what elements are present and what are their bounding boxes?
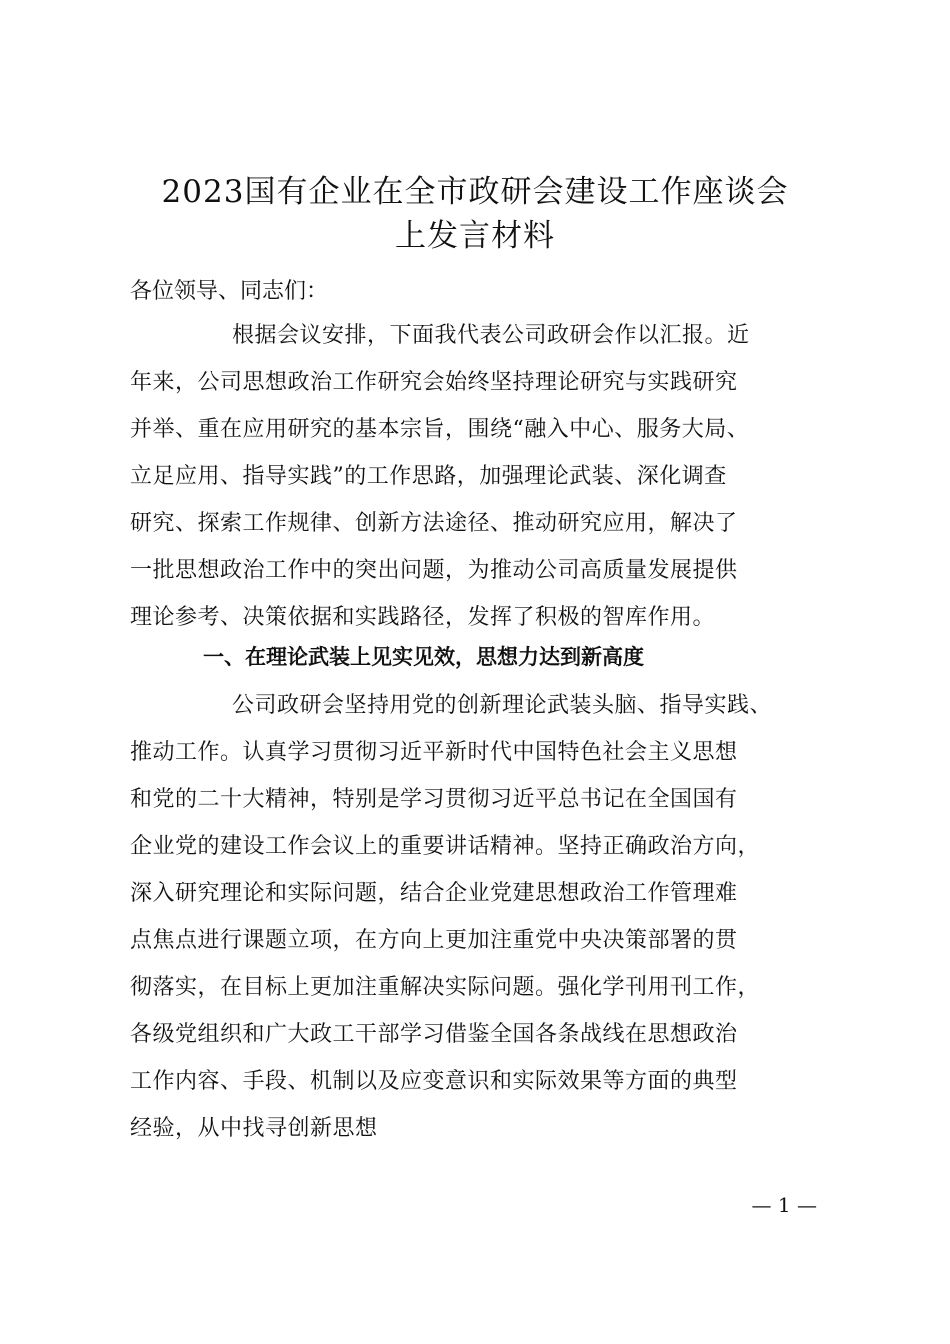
- paragraph-line: 推动工作。认真学习贯彻习近平新时代中国特色社会主义思想: [130, 740, 738, 765]
- title-line-1: 2023国有企业在全市政研会建设工作座谈会: [161, 174, 789, 210]
- paragraph-line: 深入研究理论和实际问题，结合企业党建思想政治工作管理难: [130, 881, 738, 906]
- paragraph-line: 根据会议安排，下面我代表公司政研会作以汇报。近: [232, 323, 750, 348]
- paragraph-line: 年来，公司思想政治工作研究会始终坚持理论研究与实践研究: [130, 370, 738, 395]
- paragraph-line: 各级党组织和广大政工干部学习借鉴全国各条战线在思想政治: [130, 1022, 738, 1047]
- document-title: [100, 170, 850, 258]
- paragraph-line: 公司政研会坚持用党的创新理论武装头脑、指导实践、: [232, 693, 773, 718]
- paragraph-line: 立足应用、指导实践”的工作思路，加强理论武装、深化调查: [130, 464, 727, 489]
- paragraph-line: 工作内容、手段、机制以及应变意识和实际效果等方面的典型: [130, 1069, 738, 1094]
- salutation: 各位领导、同志们：: [130, 279, 329, 304]
- title-line-2: 上发言材料: [395, 218, 555, 254]
- paragraph-line: 经验，从中找寻创新思想: [130, 1116, 378, 1141]
- paragraph-line: 理论参考、决策依据和实践路径，发挥了积极的智库作用。: [130, 605, 716, 630]
- paragraph-intro: [130, 312, 830, 641]
- paragraph-line: 和党的二十大精神，特别是学习贯彻习近平总书记在全国国有: [130, 787, 738, 812]
- paragraph-line: 一批思想政治工作中的突出问题，为推动公司高质量发展提供: [130, 558, 738, 583]
- paragraph-line: 并举、重在应用研究的基本宗旨，围绕“融入中心、服务大局、: [130, 417, 750, 442]
- paragraph-line: 研究、探索工作规律、创新方法途径、推动研究应用，解决了: [130, 511, 738, 536]
- paragraph-line: 彻落实，在目标上更加注重解决实际问题。强化学刊用刊工作，: [130, 975, 761, 1000]
- page-number: — 1 —: [751, 1193, 817, 1217]
- paragraph-line: 企业党的建设工作会议上的重要讲话精神。坚持正确政治方向，: [130, 834, 761, 859]
- paragraph-section-1: [130, 682, 830, 1152]
- paragraph-line: 点焦点进行课题立项，在方向上更加注重党中央决策部署的贯: [130, 928, 738, 953]
- section-heading-1: 一、在理论武装上见实见效，思想力达到新高度: [203, 645, 644, 669]
